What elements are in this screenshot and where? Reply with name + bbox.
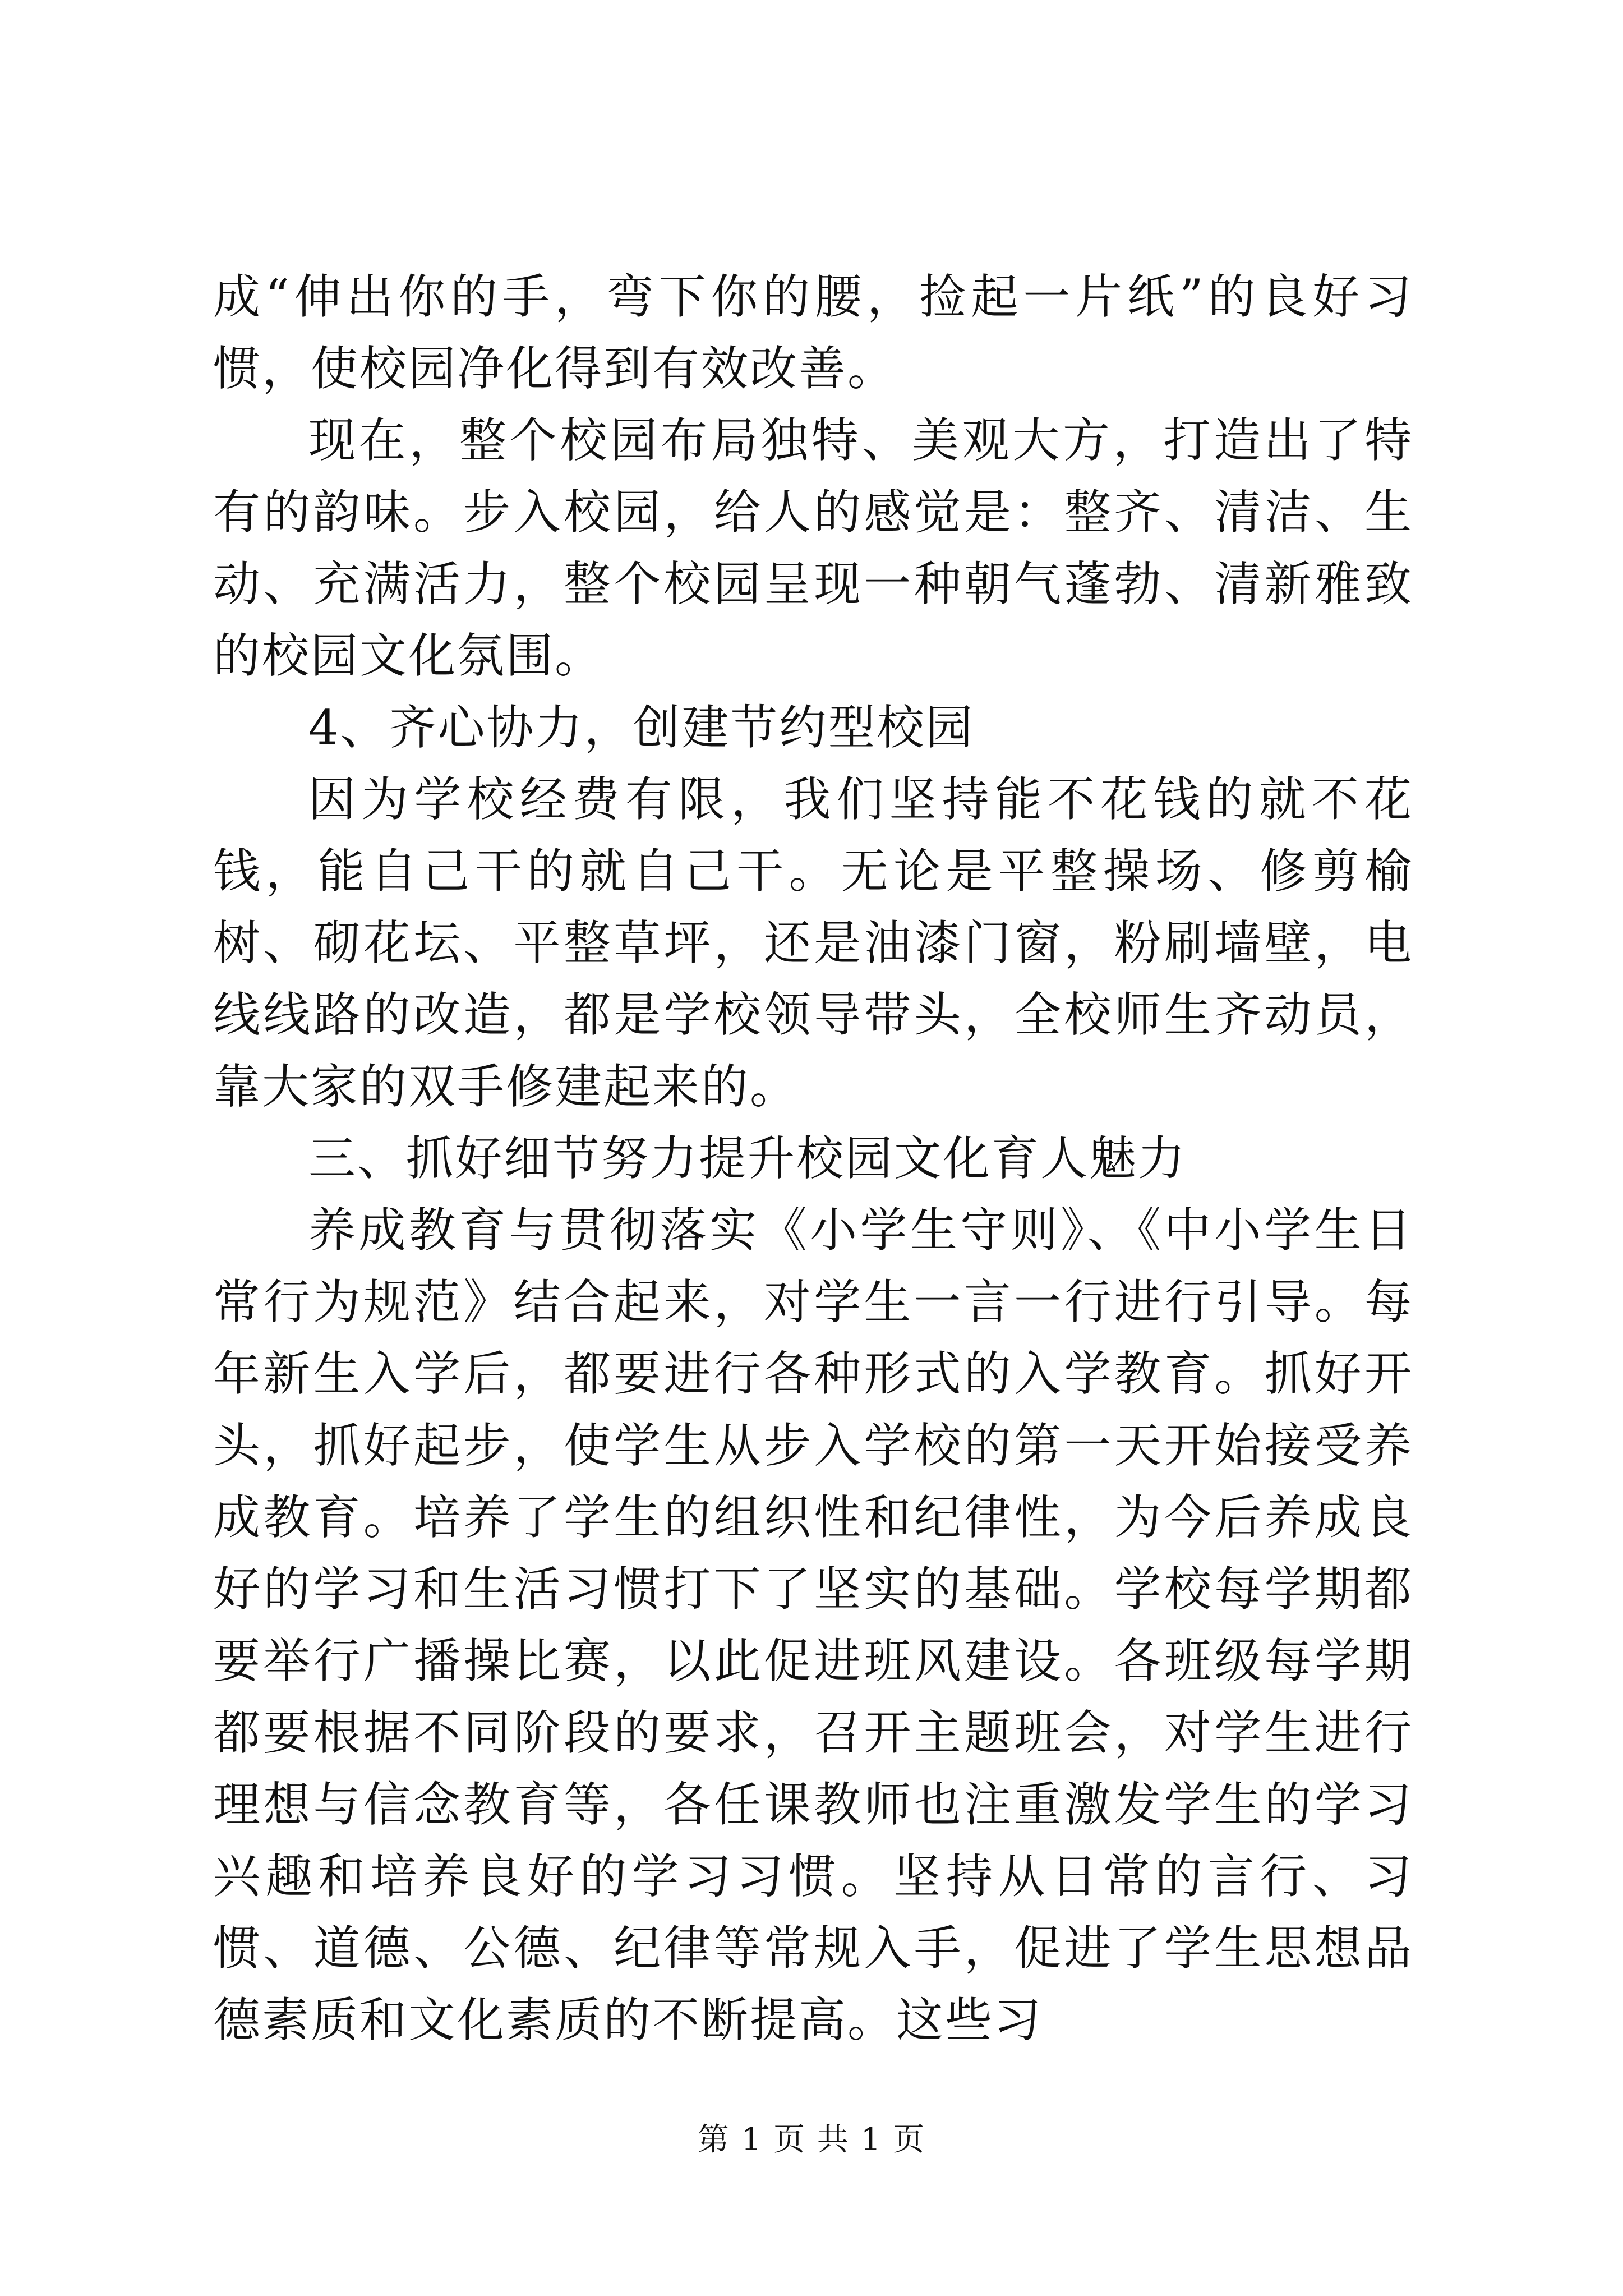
paragraph-campus-layout: 现在，整个校园布局独特、美观大方，打造出了特有的韵味。步入校园，给人的感觉是：整齐、清洁、生动、充满活力，整个校园呈现一种朝气蓬勃、清新雅致的校园文化氛围。 <box>213 413 1413 683</box>
section-heading-3: 三、抓好细节努力提升校园文化育人魅力 <box>308 1131 1187 1186</box>
section-heading-4: 4、齐心协力，创建节约型校园 <box>308 700 975 755</box>
paragraph-continuation: 成“伸出你的手，弯下你的腰，捡起一片纸”的良好习惯，使校园净化得到有效改善。 <box>213 269 1413 396</box>
paragraph-education: 养成教育与贯彻落实《小学生守则》、《中小学生日常行为规范》结合起来，对学生一言一行进行引导。每年新生入学后，都要进行各种形式的入学教育。抓好开头，抓好起步，使学生从步入学校的第一天开始接受养成教育。培养了学生的组织性和纪律性，为今后养成良好的学习和生活习惯打下了坚实的基础。学校每学期都要举行广播操比赛，以此促进班风建设。各班级每学期都要根据不同阶段的要求，召开主题班会，对学生进行理想与信念教育等，各任课教师也注重激发学生的学习兴趣和培养良好的学习习惯。坚持从日常的言行、习惯、道德、公德、纪律等常规入手，促进了学生思想品德素质和文化素质的不断提高。这些习 <box>213 1203 1413 2047</box>
document-body <box>213 261 1413 2056</box>
page-footer: 第 1 页 共 1 页 <box>697 2122 926 2158</box>
paragraph-budget: 因为学校经费有限，我们坚持能不花钱的就不花钱，能自己干的就自己干。无论是平整操场、修剪榆树、砌花坛、平整草坪，还是油漆门窗，粉刷墙壁，电线线路的改造，都是学校领导带头，全校师生齐动员，靠大家的双手修建起来的。 <box>213 772 1413 1114</box>
